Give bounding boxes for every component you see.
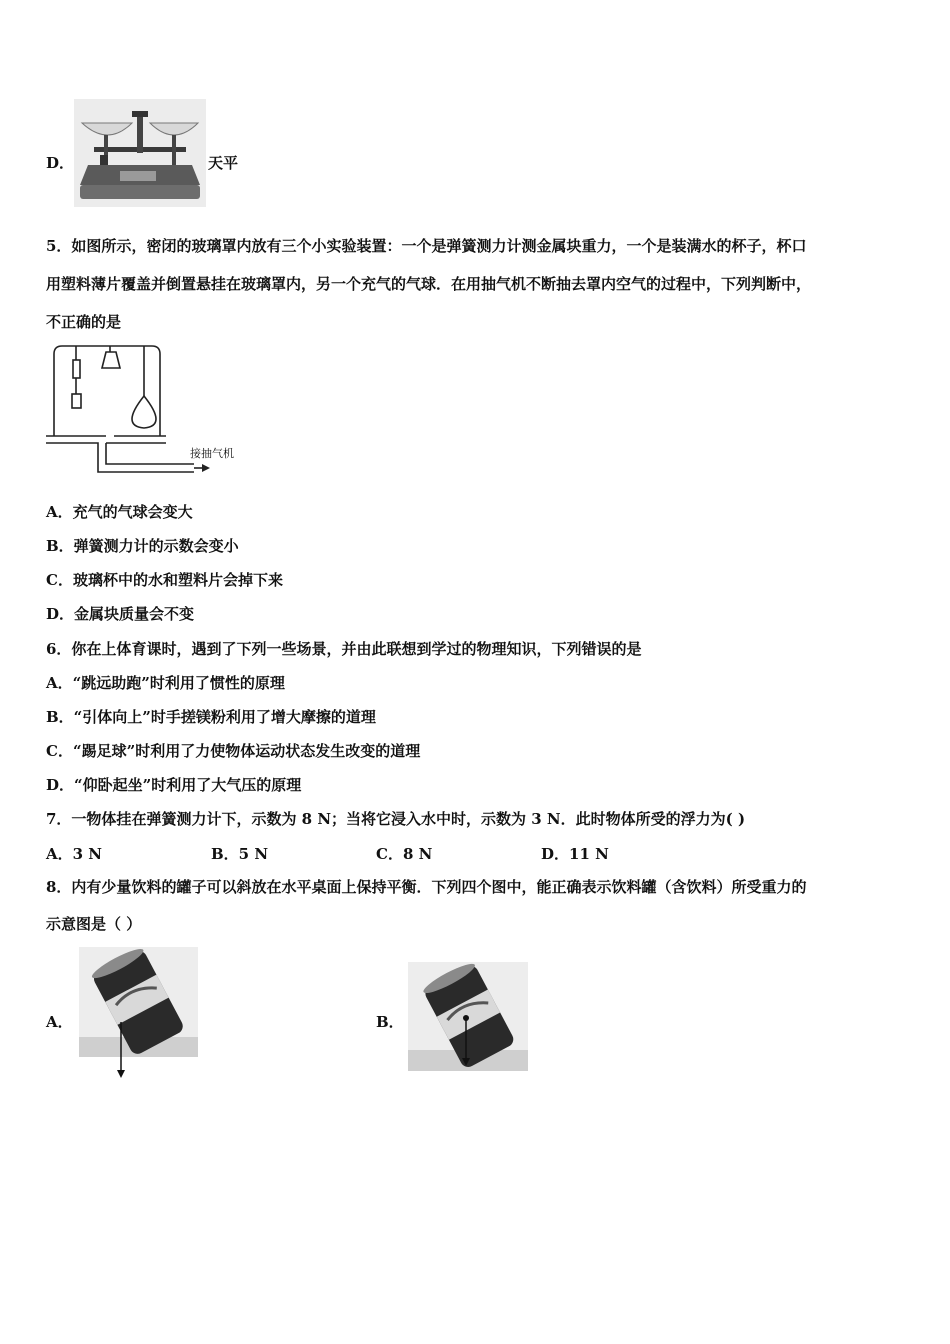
vacuum-pump-label: 接抽气机 (190, 447, 234, 460)
q6-stem: 6．你在上体育课时，遇到了下列一些场景，并由此联想到学过的物理知识，下列错误的是 (46, 640, 642, 658)
q6-option-c: C．“踢足球”时利用了力使物体运动状态发生改变的道理 (46, 742, 421, 760)
tilted-can-icon (408, 962, 528, 1071)
q6-option-b: B．“引体向上”时手搓镁粉利用了增大摩擦的道理 (46, 708, 376, 726)
q5-option-a: A．充气的气球会变大 (46, 503, 193, 521)
q7-option-b: B．5 N (211, 845, 269, 863)
balance-scale-icon (74, 99, 206, 207)
q7-stem: 7．一物体挂在弹簧测力计下，示数为 8 N；当将它浸入水中时，示数为 3 N．此时物体所受的浮力为( ) (46, 810, 746, 828)
q4-option-d-text: 天平 (208, 154, 239, 172)
balance-scale-image (74, 99, 206, 207)
q8-option-b-label: B． (376, 1013, 404, 1031)
q7-option-a: A．3 N (46, 845, 103, 863)
q5-stem-line2: 用塑料薄片覆盖并倒置悬挂在玻璃罩内，另一个充气的气球．在用抽气机不断抽去罩内空气的过程中，下列判断中， (46, 275, 812, 293)
q8-option-a-label: A． (46, 1013, 73, 1031)
q7-option-c: C．8 N (376, 845, 433, 863)
q6-option-d: D．“仰卧起坐”时利用了大气压的原理 (46, 776, 302, 794)
q5-option-c: C．玻璃杯中的水和塑料片会掉下来 (46, 571, 283, 589)
q4-option-d-letter: D． (46, 154, 75, 172)
vacuum-bell-diagram (44, 340, 254, 480)
q8-stem-line1: 8．内有少量饮料的罐子可以斜放在水平桌面上保持平衡．下列四个图中，能正确表示饮料罐（含饮料）所受重力的 (46, 878, 807, 896)
q5-option-b: B．弹簧测力计的示数会变小 (46, 537, 239, 555)
q5-stem-line3: 不正确的是 (46, 313, 122, 331)
tilted-can-icon (79, 947, 198, 1057)
can-image-b (408, 962, 528, 1071)
q6-option-a: A．“跳远助跑”时利用了惯性的原理 (46, 674, 285, 692)
q8-stem-line2: 示意图是（ ） (46, 915, 142, 933)
gravity-arrow-a-icon (114, 1020, 128, 1080)
q5-option-d: D．金属块质量会不变 (46, 605, 195, 623)
can-image-a (79, 947, 198, 1057)
q5-stem-line1: 5．如图所示，密闭的玻璃罩内放有三个小实验装置：一个是弹簧测力计测金属块重力，一个是装满水的杯子，杯口 (46, 237, 807, 255)
q7-option-d: D．11 N (541, 845, 609, 863)
